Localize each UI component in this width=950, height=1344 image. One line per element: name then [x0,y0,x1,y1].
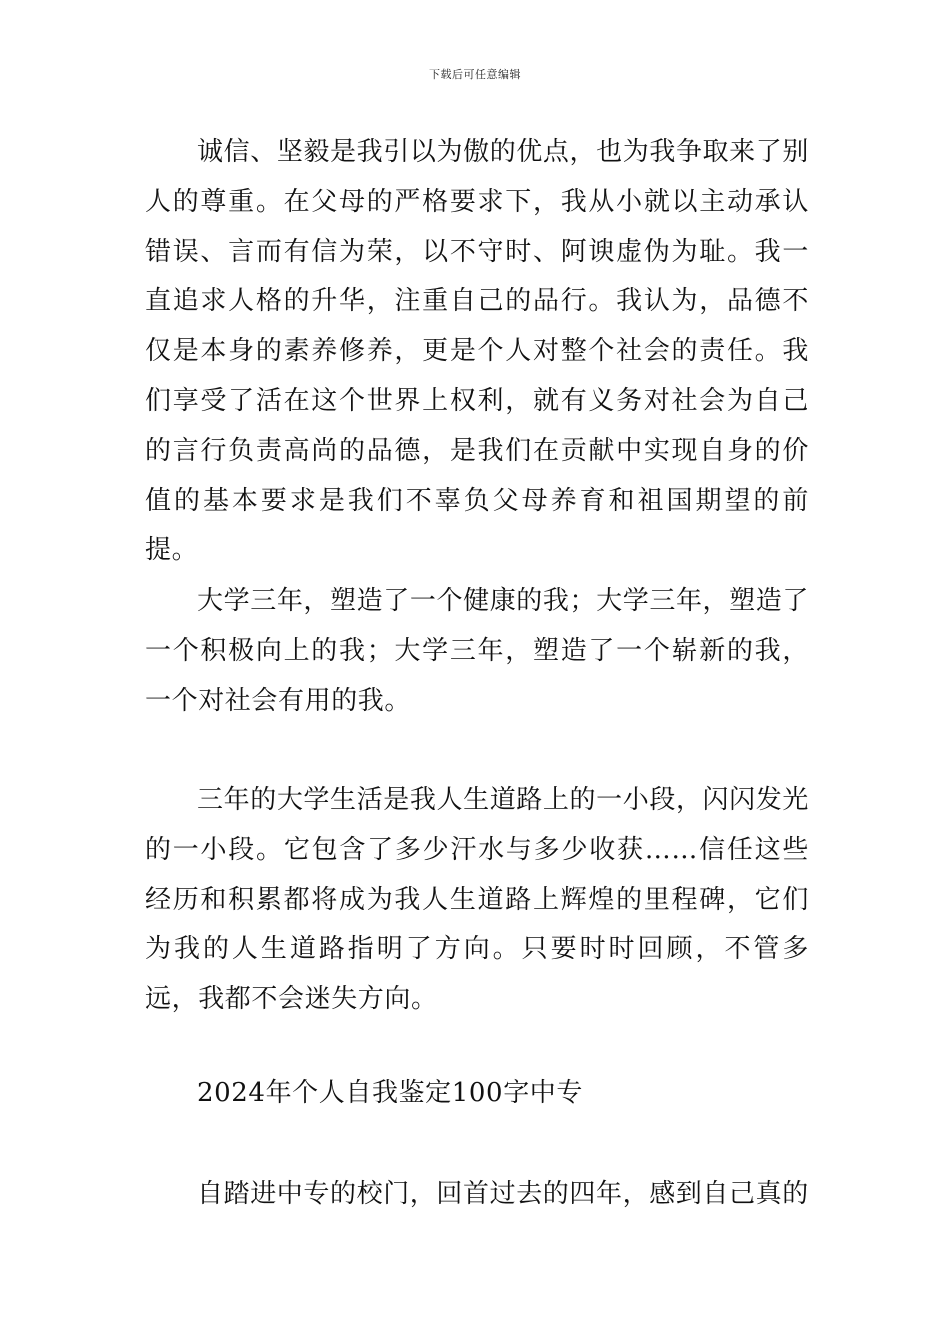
header-note: 下载后可任意编辑 [429,68,521,81]
paragraph-integrity: 诚信、坚毅是我引以为傲的优点，也为我争取来了别人的尊重。在父母的严格要求下，我从小就以主动承认错误、言而有信为荣，以不守时、阿谀虚伪为耻。我一直追求人格的升华，注重自己的品行。我认为，品德不仅是本身的素养修养，更是个人对整个社会的责任。我们享受了活在这个世界上权利，就有义务对社会为自己的言行负责高尚的品德，是我们在贡献中实现自身的价值的基本要求是我们不辜负父母养育和祖国期望的前提。 [145,137,809,566]
paragraph-three-years: 大学三年，塑造了一个健康的我；大学三年，塑造了一个积极向上的我；大学三年，塑造了一个崭新的我，一个对社会有用的我。 [145,586,809,716]
section-first-line: 自踏进中专的校门，回首过去的四年，感到自己真的 [197,1179,809,1209]
paragraph-college-life: 三年的大学生活是我人生道路上的一小段，闪闪发光的一小段。它包含了多少汗水与多少收获……信任这些经历和积累都将成为我人生道路上辉煌的里程碑，它们为我的人生道路指明了方向。只要时时回顾，不管多远，我都不会迷失方向。 [145,785,809,1015]
section-title: 2024年个人自我鉴定100字中专 [197,1078,583,1108]
